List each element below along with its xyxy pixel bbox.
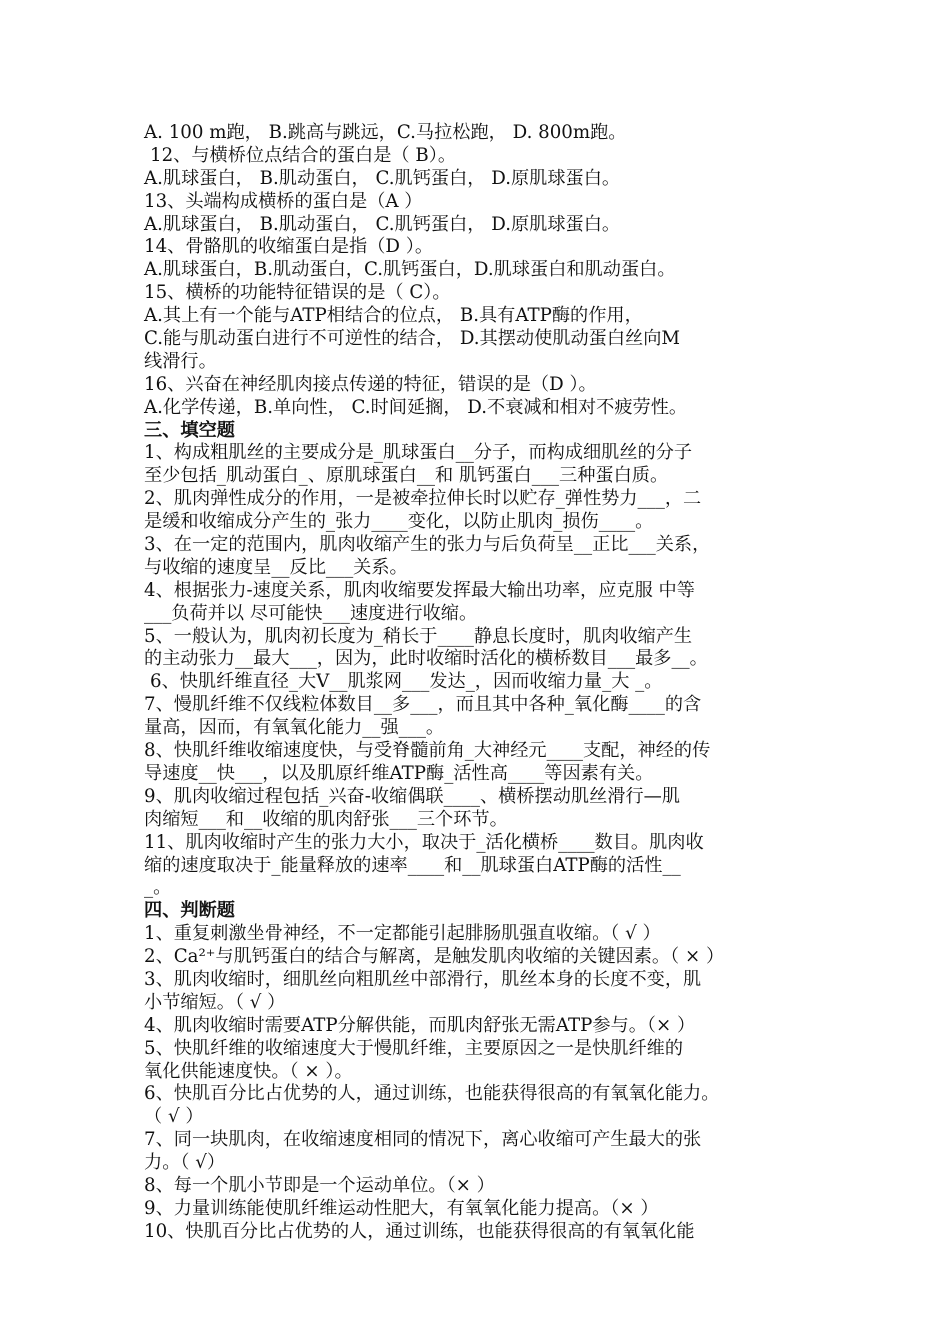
text-line: 6、快肌纤维直径_大V__肌浆网___发达_，因而收缩力量_大 _。 — [150, 671, 663, 693]
text-line: 1、构成粗肌丝的主要成分是_肌球蛋白__分子，而构成细肌丝的分子 — [144, 442, 693, 464]
text-line: 8、每一个肌小节即是一个运动单位。（× ） — [144, 1174, 495, 1196]
text-line: 15、横桥的功能特征错误的是（ C）。 — [144, 282, 451, 304]
text-line: 11、肌肉收缩时产生的张力大小，取决于_活化横桥____数目。肌肉收 — [144, 831, 704, 853]
text-line: A.其上有一个能与ATP相结合的位点， B.具有ATP酶的作用， — [144, 305, 643, 327]
text-line: 6、快肌百分比占优势的人，通过训练，也能获得很高的有氧氧化能力。 — [144, 1083, 720, 1105]
text-line: 5、一般认为，肌肉初长度为_稍长于____静息长度时，肌肉收缩产生 — [144, 625, 693, 647]
text-line: A.肌球蛋白，B.肌动蛋白，C.肌钙蛋白，D.肌球蛋白和肌动蛋白。 — [144, 259, 676, 281]
text-line: 力。（ √） — [144, 1152, 226, 1174]
document-page — [144, 122, 824, 1244]
text-line: 肉缩短___和__收缩的肌肉舒张___三个环节。 — [144, 808, 508, 830]
text-line: A.肌球蛋白， B.肌动蛋白， C.肌钙蛋白， D.原肌球蛋白。 — [144, 167, 621, 189]
text-line: （ √ ） — [144, 1106, 204, 1128]
text-line: 14、骨骼肌的收缩蛋白是指（D ）。 — [144, 236, 434, 258]
text-line: 4、根据张力-速度关系，肌肉收缩要发挥最大输出功率，应克服 中等 — [144, 579, 695, 601]
text-line: 的主动张力__最大___，因为，此时收缩时活化的横桥数目___最多__。 — [144, 648, 708, 670]
text-line: 9、力量训练能使肌纤维运动性肥大，有氧氧化能力提高。（× ） — [144, 1197, 659, 1219]
text-line: 小节缩短。（ √ ） — [144, 991, 286, 1013]
text-line: 7、同一块肌肉，在收缩速度相同的情况下，离心收缩可产生最大的张 — [144, 1129, 702, 1151]
text-line: 线滑行。 — [144, 350, 217, 372]
text-line: A. 100 m跑， B.跳高与跳远，C.马拉松跑， D. 800m跑。 — [144, 122, 627, 143]
text-line: A.肌球蛋白， B.肌动蛋白， C.肌钙蛋白， D.原肌球蛋白。 — [144, 213, 621, 235]
text-line: 2、肌肉弹性成分的作用，一是被牵拉伸长时以贮存_弹性势力___，二 — [144, 488, 702, 510]
section-heading: 四、判断题 — [144, 900, 235, 922]
text-line: 12、与横桥位点结合的蛋白是（ B）。 — [150, 144, 457, 166]
text-line: 16、兴奋在神经肌肉接点传递的特征，错误的是（D ）。 — [144, 373, 597, 395]
text-line: 缩的速度取决于_能量释放的速率____和__肌球蛋白ATP酶的活性__ — [144, 854, 681, 876]
text-line: 3、在一定的范围内，肌肉收缩产生的张力与后负荷呈__正比___关系， — [144, 534, 711, 556]
text-line: 13、头端构成横桥的蛋白是（A ） — [144, 190, 423, 212]
text-line: _。 — [144, 877, 172, 899]
text-line: A.化学传递，B.单向性， C.时间延搁， D.不衰减和相对不疲劳性。 — [144, 396, 688, 418]
text-line: 量高，因而，有氧氧化能力__强___。 — [144, 717, 445, 739]
text-line: 导速度__快___，以及肌原纤维ATP酶_活性高____等因素有关。 — [144, 762, 654, 784]
text-line: 氧化供能速度快。（ × ）。 — [144, 1060, 353, 1082]
text-line: 10、快肌百分比占优势的人，通过训练，也能获得很高的有氧氧化能 — [144, 1220, 695, 1242]
text-line: 1、重复刺激坐骨神经，不一定都能引起腓肠肌强直收缩。（ √ ） — [144, 923, 661, 945]
text-line: 是缓和收缩成分产生的_张力____变化，以防止肌肉_损伤____。 — [144, 511, 654, 533]
text-line: 8、快肌纤维收缩速度快，与受脊髓前角_大神经元____支配，神经的传 — [144, 740, 711, 762]
text-line: 5、快肌纤维的收缩速度大于慢肌纤维，主要原因之一是快肌纤维的 — [144, 1037, 684, 1059]
text-line: 7、慢肌纤维不仅线粒体数目__多___，而且其中各种_氧化酶____的含 — [144, 694, 702, 716]
text-line: 3、肌肉收缩时，细肌丝向粗肌丝中部滑行，肌丝本身的长度不变，肌 — [144, 968, 702, 990]
text-line: 2、Ca²⁺与肌钙蛋白的结合与解离，是触发肌肉收缩的关键因素。（ × ） — [144, 946, 725, 968]
text-line: 至少包括_肌动蛋白_、原肌球蛋白__和 肌钙蛋白___三种蛋白质。 — [144, 465, 669, 487]
text-line: ___负荷并以 尽可能快___速度进行收缩。 — [144, 602, 478, 624]
section-heading: 三、填空题 — [144, 419, 235, 441]
text-line: C.能与肌动蛋白进行不可逆性的结合， D.其摆动使肌动蛋白丝向M — [144, 328, 681, 350]
text-line: 与收缩的速度呈__反比___关系。 — [144, 556, 408, 578]
text-line: 9、肌肉收缩过程包括_兴奋-收缩偶联____、横桥摆动肌丝滑行—肌 — [144, 785, 681, 807]
text-line: 4、肌肉收缩时需要ATP分解供能，而肌肉舒张无需ATP参与。（× ） — [144, 1014, 696, 1036]
